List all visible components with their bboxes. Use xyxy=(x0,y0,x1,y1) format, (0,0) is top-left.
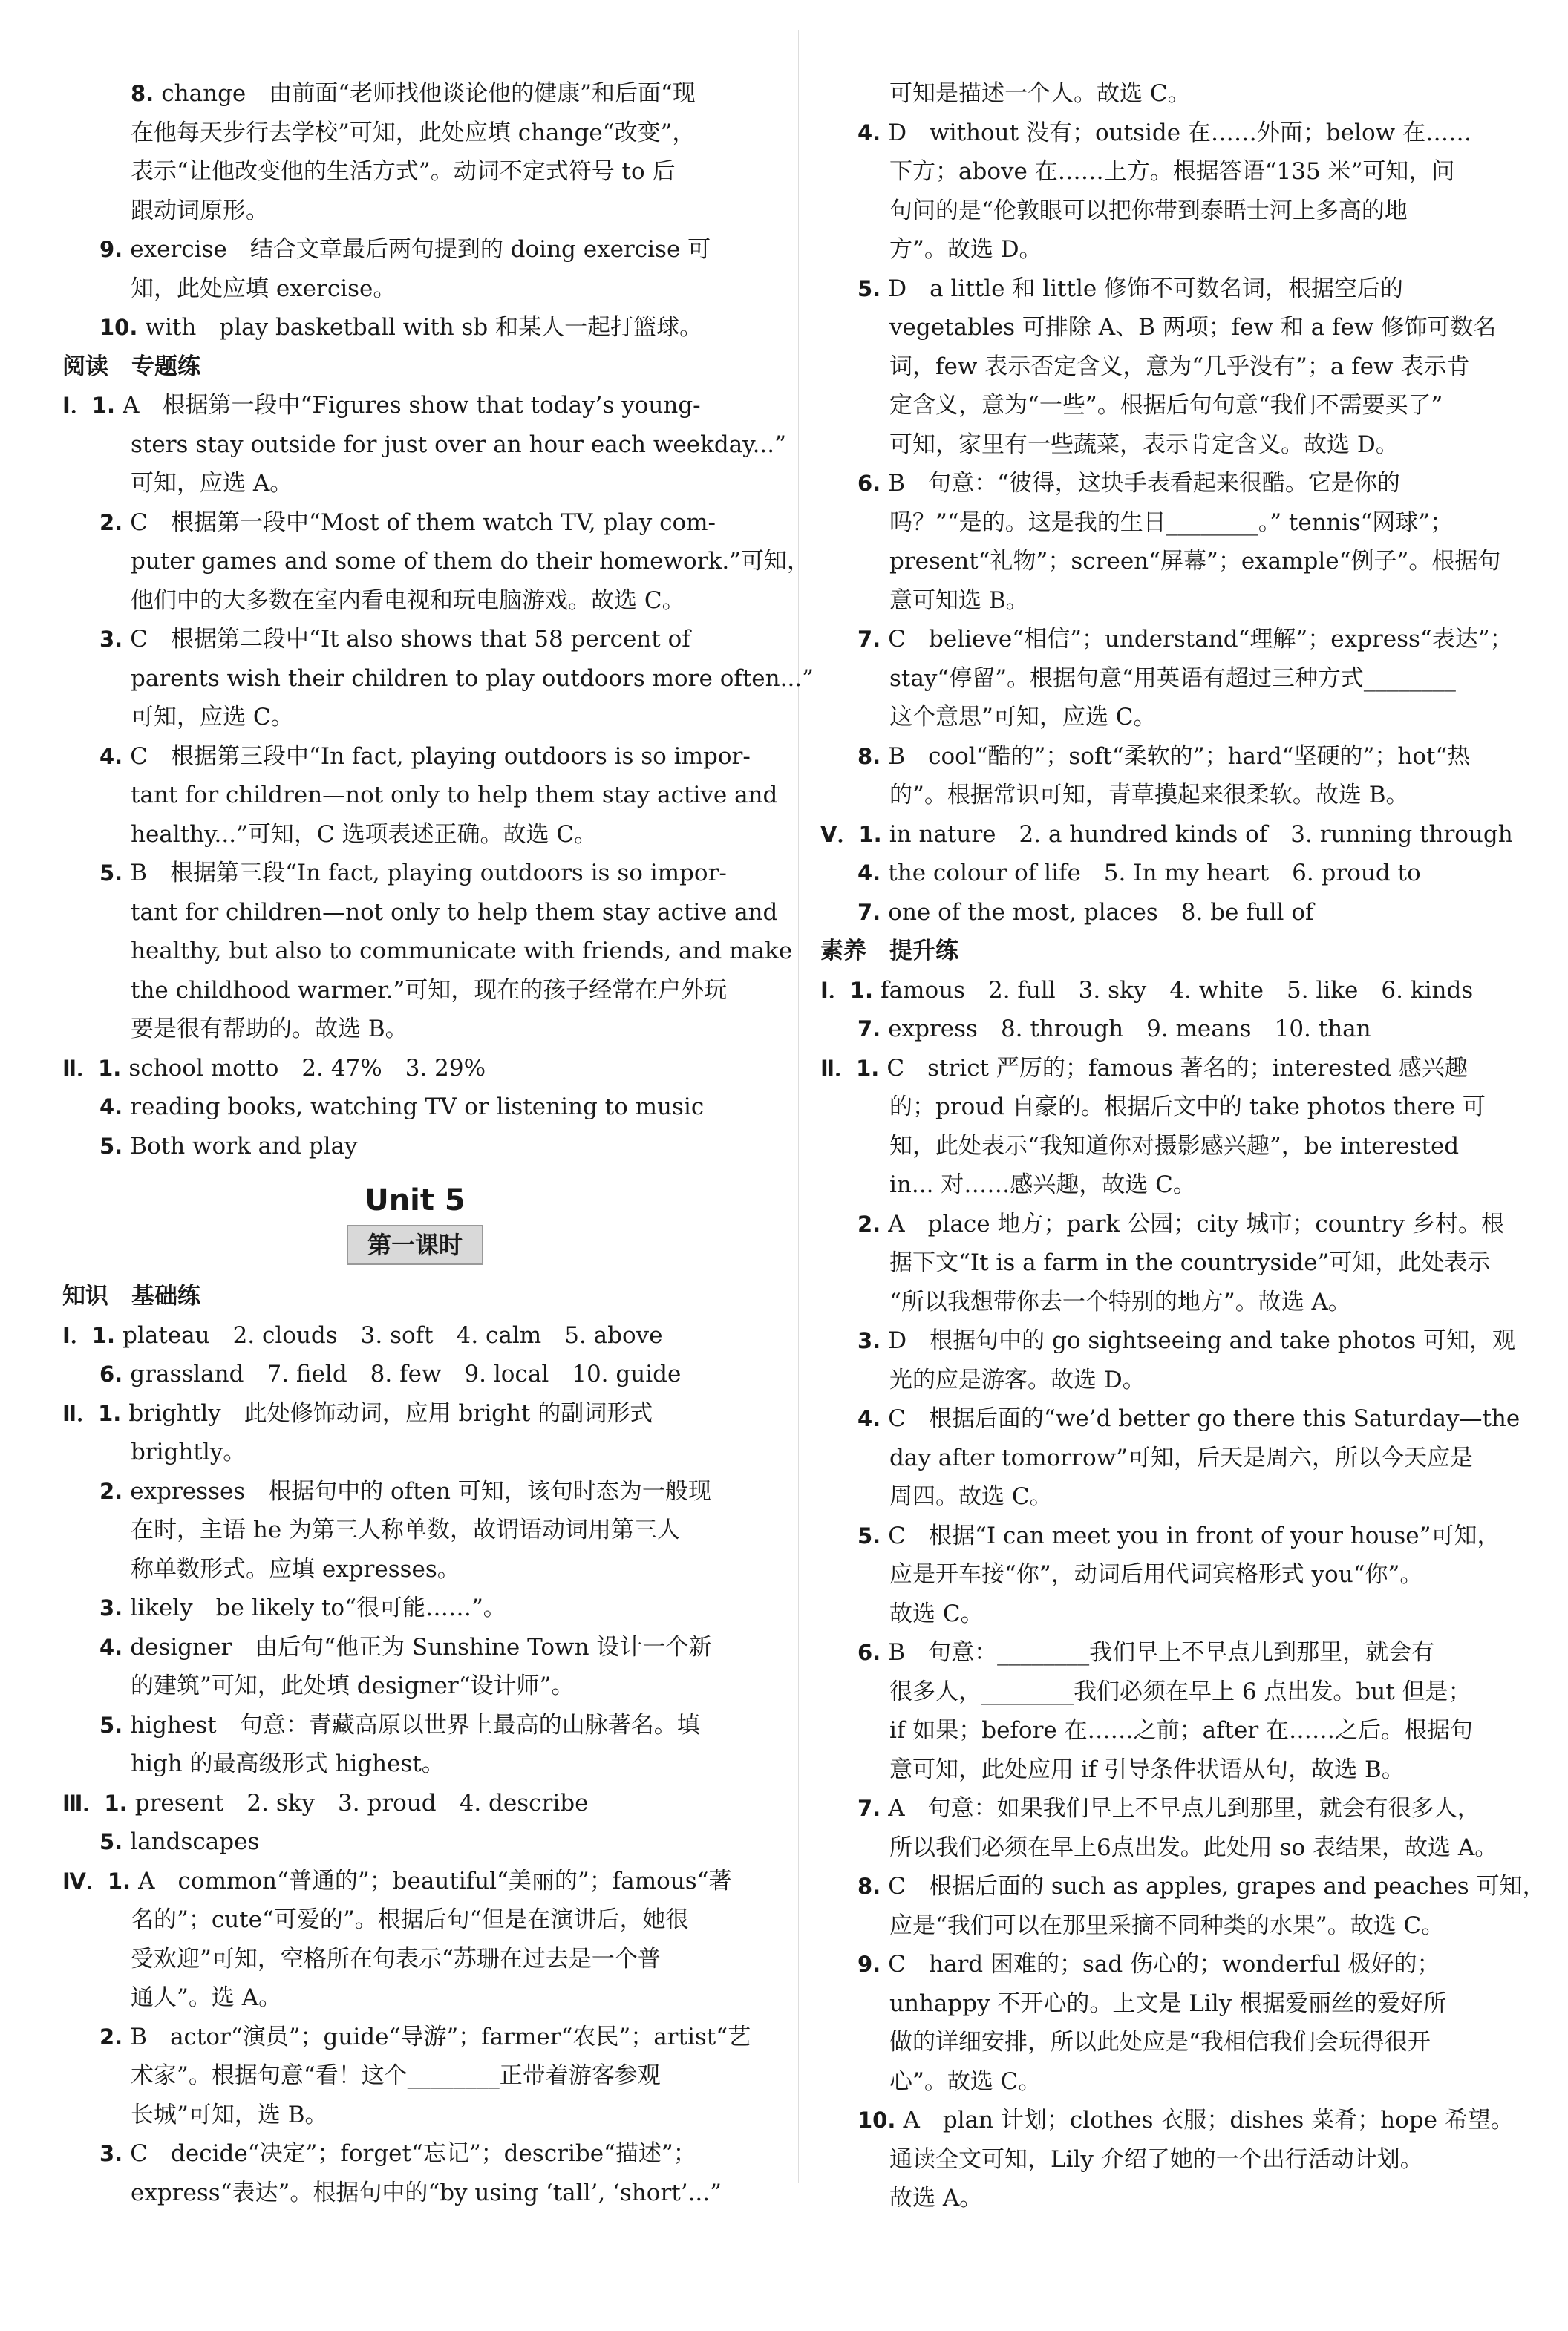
answer-text: landscapes xyxy=(130,1828,260,1855)
answer-text: 可知，家里有一些蔬菜，表示肯定含义。故选 D。 xyxy=(889,431,1399,458)
answer-text: 所以我们必须在早上6点出发。此处用 so 表结果，故选 A。 xyxy=(889,1834,1498,1861)
answer-line xyxy=(820,1867,1546,1906)
item-number: 9. xyxy=(858,1952,889,1977)
answer-line xyxy=(62,581,768,621)
answer-line xyxy=(62,503,768,543)
answer-text: 意可知，此处应用 if 引导条件状语从句，故选 B。 xyxy=(889,1756,1405,1783)
answer-text: 跟动词原形。 xyxy=(131,197,269,224)
right-column xyxy=(820,0,1546,2218)
lesson-title: 第一课时 xyxy=(347,1225,483,1265)
answer-line xyxy=(62,74,768,114)
answer-text: 故选 C。 xyxy=(889,1600,984,1627)
section-heading: 知识 基础练 xyxy=(62,1283,200,1310)
item-number: Ⅴ．1. xyxy=(820,821,889,847)
item-number: 4. xyxy=(99,1634,131,1660)
answer-line xyxy=(820,1439,1518,1478)
answer-text: C 根据“I can meet you in front of your house”可知， xyxy=(888,1522,1500,1549)
answer-line xyxy=(62,1472,768,1511)
item-number: 10. xyxy=(858,2108,904,2133)
answer-text: unhappy 不开心的。上文是 Lily 根据爱丽丝的爱好所 xyxy=(889,1990,1447,2017)
answer-line xyxy=(820,74,1518,114)
answer-line xyxy=(820,1517,1518,1556)
answer-text: tant for children—not only to help them stay active and xyxy=(131,898,778,926)
answer-text: present 2. sky 3. proud 4. describe xyxy=(134,1789,589,1817)
answer-line xyxy=(820,542,1518,581)
answer-text: highest 句意：青藏高原以世界上最高的山脉著名。填 xyxy=(130,1711,700,1739)
answer-text: 应是开车接“你”，动词后用代词宾格形式 you“你”。 xyxy=(889,1561,1423,1588)
answer-text: 下方；above 在……上方。根据答语“135 米”可知，问 xyxy=(889,158,1455,185)
answer-line xyxy=(820,659,1518,699)
item-number: 8. xyxy=(858,743,889,769)
answer-line xyxy=(820,1984,1518,2024)
answer-text: 意可知选 B。 xyxy=(889,586,1029,614)
answer-text: 术家”。根据句意“看！这个________正带着游客参观 xyxy=(131,2062,661,2089)
answer-text: 吗？”“是的。这是我的生日________。” tennis“网球”； xyxy=(889,509,1454,536)
left-column xyxy=(62,0,814,2212)
answer-line xyxy=(62,192,768,231)
answer-text: 应是“我们可以在那里采摘不同种类的水果”。故选 C。 xyxy=(889,1912,1445,1939)
answer-text: B 句意：“彼得，这块手表看起来很酷。它是你的 xyxy=(888,470,1400,497)
answer-text: C 根据第一段中“Most of them watch TV, play com- xyxy=(130,509,716,536)
answer-line xyxy=(820,698,1518,737)
answer-line xyxy=(820,581,1518,621)
answer-text: C 根据第二段中“It also shows that 58 percent of xyxy=(130,626,690,653)
answer-text: likely be likely to“很可能……”。 xyxy=(130,1595,506,1621)
item-number: 5. xyxy=(99,1829,131,1854)
answer-line xyxy=(820,776,1518,815)
answer-text: 长城”可知，选 B。 xyxy=(131,2101,328,2128)
section-heading: 阅读 专题练 xyxy=(62,353,200,380)
item-number: 5. xyxy=(99,860,131,886)
answer-text: D without 没有；outside 在……外面；below 在…… xyxy=(888,119,1472,146)
answer-line xyxy=(62,893,778,932)
answer-line xyxy=(820,114,1518,153)
answer-line xyxy=(820,1711,1518,1750)
answer-text: B cool“酷的”；soft“柔软的”；hard“坚硬的”；hot“热 xyxy=(888,742,1471,770)
item-number: 6. xyxy=(858,471,889,496)
column-divider xyxy=(798,30,799,2183)
answer-line xyxy=(62,1049,768,1088)
answer-line xyxy=(820,1828,1518,1868)
answer-line xyxy=(820,815,1518,854)
answer-text: C strict 严厉的；famous 著名的；interested 感兴趣 xyxy=(886,1054,1468,1082)
answer-text: “所以我想带你去一个特别的地方”。故选 A。 xyxy=(889,1288,1351,1315)
answer-text: A 句意：如果我们早上不早点儿到那里，就会有很多人， xyxy=(888,1795,1480,1822)
answer-line xyxy=(62,464,768,503)
answer-text: Both work and play xyxy=(130,1132,358,1160)
answer-line xyxy=(62,1706,768,1745)
item-number: 5. xyxy=(99,1712,131,1738)
answer-text: reading books, watching TV or listening to music xyxy=(130,1093,705,1120)
answer-line xyxy=(62,776,778,815)
answer-line xyxy=(62,114,768,153)
answer-line xyxy=(820,1399,1518,1439)
answer-line xyxy=(820,230,1518,269)
answer-line xyxy=(820,1361,1518,1400)
answer-line xyxy=(820,1243,1518,1283)
answer-line xyxy=(820,1633,1518,1673)
answer-text: C 根据后面的“we’d better go there this Saturday—the xyxy=(888,1405,1520,1432)
answer-text: D 根据句中的 go sightseeing and take photos 可知，观 xyxy=(888,1327,1516,1354)
answer-line xyxy=(62,971,768,1010)
item-number: Ⅱ．1. xyxy=(62,1055,129,1081)
answer-line xyxy=(820,386,1518,425)
answer-line xyxy=(62,1862,768,1901)
answer-line xyxy=(820,1166,1518,1205)
answer-text: sters stay outside for just over an hour each weekday...” xyxy=(131,431,786,458)
answer-text: 可知，应选 C。 xyxy=(131,704,294,730)
answer-line xyxy=(820,1088,1518,1127)
answer-line xyxy=(62,1822,768,1862)
item-number: 2. xyxy=(99,1478,131,1504)
answer-line xyxy=(62,2174,768,2213)
answer-text: 很多人，________我们必须在早上 6 点出发。but 但是； xyxy=(889,1678,1471,1705)
answer-line xyxy=(820,425,1518,465)
answer-line xyxy=(62,152,768,192)
answer-line xyxy=(62,1900,768,1940)
answer-line xyxy=(820,2062,1518,2102)
answer-text: one of the most, places 8. be full of xyxy=(888,898,1314,926)
item-number: Ⅰ．1. xyxy=(820,977,881,1003)
item-number: 3. xyxy=(99,627,131,652)
answer-text: 据下文“It is a farm in the countryside”可知，此处表示 xyxy=(889,1249,1491,1276)
section-heading: 素养 提升练 xyxy=(820,938,958,964)
item-number: 3. xyxy=(858,1328,889,1353)
answer-text: 定含义，意为“一些”。根据后句句意“我们不需要买了” xyxy=(889,392,1443,419)
item-number: 4. xyxy=(99,1094,131,1119)
answer-text: vegetables 可排除 A、B 两项；few 和 a few 修饰可数名 xyxy=(889,314,1497,341)
item-number: 2. xyxy=(858,1211,889,1237)
answer-text: healthy, but also to communicate with friends, and make xyxy=(131,938,793,964)
answer-text: famous 2. full 3. sky 4. white 5. like 6. kinds xyxy=(881,976,1474,1004)
answer-text: healthy...”可知，C 选项表述正确。故选 C。 xyxy=(131,820,598,848)
answer-line xyxy=(62,1088,768,1127)
answer-text: 名的”；cute“可爱的”。根据后句“但是在演讲后，她很 xyxy=(131,1906,689,1933)
item-number: 3. xyxy=(99,1595,131,1621)
answer-line xyxy=(62,308,768,347)
answer-line xyxy=(820,152,1518,192)
answer-line xyxy=(62,1127,768,1166)
answer-line xyxy=(62,425,786,465)
answer-text: high 的最高级形式 highest。 xyxy=(131,1750,445,1777)
answer-text: 受欢迎”可知，空格所在句表示“苏珊在过去是一个普 xyxy=(131,1945,661,1972)
answer-line xyxy=(820,1595,1518,1634)
item-number: Ⅲ．1. xyxy=(62,1790,135,1816)
answer-text: 心”。故选 C。 xyxy=(889,2067,1042,2095)
answer-text: 称单数形式。应填 expresses。 xyxy=(131,1555,460,1583)
answer-line xyxy=(62,1940,768,1979)
answer-text: in... 对……感兴趣，故选 C。 xyxy=(889,1171,1196,1198)
answer-line xyxy=(62,698,768,737)
item-number: Ⅳ．1. xyxy=(62,1868,139,1894)
answer-text: 知，此处应填 exercise。 xyxy=(131,275,396,302)
answer-text: express 8. through 9. means 10. than xyxy=(888,1016,1371,1042)
answer-text: C 根据第三段中“In fact, playing outdoors is so impor- xyxy=(130,742,751,770)
answer-text: brightly。 xyxy=(131,1439,246,1465)
answer-text: grassland 7. field 8. few 9. local 10. guide xyxy=(130,1361,682,1387)
answer-text: brightly 此处修饰动词，应用 bright 的副词形式 xyxy=(128,1399,653,1427)
answer-line xyxy=(820,1555,1518,1595)
answer-text: B 句意：________我们早上不早点儿到那里，就会有 xyxy=(888,1639,1435,1666)
answer-line xyxy=(62,269,768,309)
answer-line xyxy=(62,230,768,269)
item-number: 5. xyxy=(858,275,889,301)
answer-text: day after tomorrow”可知，后天是周六，所以今天应是 xyxy=(889,1444,1473,1471)
answer-text: 要是很有帮助的。故选 B。 xyxy=(131,1016,408,1042)
answer-line xyxy=(820,737,1518,777)
item-number: Ⅰ．1. xyxy=(62,393,123,418)
answer-line xyxy=(62,1745,768,1784)
answer-line xyxy=(820,269,1518,309)
answer-line xyxy=(62,737,768,777)
answer-line xyxy=(820,620,1518,659)
answer-line xyxy=(62,1316,768,1356)
answer-line xyxy=(820,1945,1518,1984)
answer-line xyxy=(820,2140,1518,2180)
answer-text: A place 地方；park 公园；city 城市；country 乡村。根 xyxy=(888,1210,1504,1238)
answer-text: 通人”。选 A。 xyxy=(131,1984,282,2011)
answer-line xyxy=(62,815,768,854)
item-number: 7. xyxy=(858,1796,889,1821)
answer-text: with play basketball with sb 和某人一起打篮球。 xyxy=(145,314,703,341)
answer-text: express“表达”。根据句中的“by using ‘tall’, ‘short’...” xyxy=(131,2179,722,2206)
answer-line xyxy=(62,932,793,971)
item-number: 2. xyxy=(99,2024,131,2050)
answer-line xyxy=(820,1673,1518,1712)
item-number: 3. xyxy=(99,2141,131,2166)
answer-text: C decide“决定”；forget“忘记”；describe“描述”； xyxy=(130,2140,696,2167)
unit-title: Unit 5 xyxy=(365,1183,466,1217)
answer-line xyxy=(62,1355,768,1394)
answer-text: 词，few 表示否定含义，意为“几乎没有”；a few 表示肯 xyxy=(889,353,1470,380)
item-number: 9. xyxy=(99,237,131,262)
answer-text: in nature 2. a hundred kinds of 3. running through xyxy=(889,820,1513,848)
answer-text: C 根据后面的 such as apples, grapes and peaches 可知， xyxy=(888,1873,1546,1900)
answer-line xyxy=(820,1010,1518,1049)
answer-line xyxy=(820,1750,1518,1790)
answer-text: 光的应是游客。故选 D。 xyxy=(889,1366,1146,1393)
answer-line xyxy=(62,659,814,699)
item-number: 4. xyxy=(858,1406,889,1431)
answer-line xyxy=(820,464,1518,503)
answer-text: 做的详细安排，所以此处应是“我相信我们会玩得很开 xyxy=(889,2029,1431,2056)
answer-line xyxy=(62,1511,768,1550)
answer-line xyxy=(62,620,768,659)
answer-text: the childhood warmer.”可知，现在的孩子经常在户外玩 xyxy=(131,976,728,1004)
item-number: Ⅰ．1. xyxy=(62,1322,123,1348)
item-number: 7. xyxy=(858,899,889,925)
answer-text: change 由前面“老师找他谈论他的健康”和后面“现 xyxy=(161,80,696,107)
answer-text: A common“普通的”；beautiful“美丽的”；famous“著 xyxy=(138,1867,732,1894)
answer-text: 故选 A。 xyxy=(889,2185,983,2211)
answer-text: expresses 根据句中的 often 可知，该句时态为一般现 xyxy=(130,1477,711,1505)
answer-line xyxy=(62,1589,768,1628)
answer-text: 可知是描述一个人。故选 C。 xyxy=(889,80,1191,107)
answer-text: D a little 和 little 修饰不可数名词，根据空后的 xyxy=(888,275,1404,302)
answer-line xyxy=(62,1550,768,1589)
answer-text: 知，此处表示“我知道你对摄影感兴趣”，be interested xyxy=(889,1132,1460,1160)
answer-text: stay“停留”。根据句意“用英语有超过三种方式________ xyxy=(889,664,1456,692)
answer-text: 通读全文可知，Lily 介绍了她的一个出行活动计划。 xyxy=(889,2145,1423,2173)
answer-line xyxy=(62,1394,768,1433)
answer-line xyxy=(820,1477,1518,1517)
answer-line xyxy=(820,1283,1518,1322)
answer-text: 的建筑”可知，此处填 designer“设计师”。 xyxy=(131,1673,575,1699)
item-number: 10. xyxy=(99,315,146,340)
item-number: 6. xyxy=(99,1361,131,1387)
answer-line xyxy=(820,1789,1518,1828)
answer-text: B 根据第三段“In fact, playing outdoors is so impor- xyxy=(130,860,727,886)
answer-line xyxy=(820,1321,1518,1361)
item-number: 4. xyxy=(99,743,131,769)
answer-line xyxy=(820,1205,1518,1244)
answer-text: designer 由后句“他正为 Sunshine Town 设计一个新 xyxy=(130,1633,712,1661)
item-number: 4. xyxy=(858,120,889,146)
answer-line xyxy=(62,2096,768,2135)
answer-line xyxy=(62,1784,768,1823)
answer-text: 可知，应选 A。 xyxy=(131,470,293,497)
answer-line xyxy=(820,308,1518,347)
answer-text: 方”。故选 D。 xyxy=(889,236,1042,263)
answer-line xyxy=(820,893,1518,932)
answer-text: A plan 计划；clothes 衣服；dishes 菜肴；hope 希望。 xyxy=(903,2107,1514,2134)
answer-line xyxy=(820,2101,1518,2140)
answer-text: if 如果；before 在……之前；after 在……之后。根据句 xyxy=(889,1717,1474,1744)
answer-text: present“礼物”；screen“屏幕”；example“例子”。根据句 xyxy=(889,548,1501,575)
answer-text: 表示“让他改变他的生活方式”。动词不定式符号 to 后 xyxy=(131,158,676,185)
answer-text: the colour of life 5. In my heart 6. proud to xyxy=(888,860,1421,886)
answer-text: 的”。根据常识可知，青草摸起来很柔软。故选 B。 xyxy=(889,782,1409,808)
item-number: 8. xyxy=(858,1874,889,1899)
answer-line xyxy=(62,542,811,581)
answer-line xyxy=(62,2056,768,2096)
answer-line xyxy=(820,1049,1518,1088)
answer-line xyxy=(62,386,768,425)
item-number: 6. xyxy=(858,1640,889,1665)
answer-text: plateau 2. clouds 3. soft 4. calm 5. above xyxy=(122,1321,663,1349)
answer-text: A 根据第一段中“Figures show that today’s young- xyxy=(122,392,701,419)
answer-text: 在时，主语 he 为第三人称单数，故谓语动词用第三人 xyxy=(131,1517,681,1543)
answer-line xyxy=(62,1978,768,2018)
answer-line xyxy=(820,1127,1518,1166)
answer-text: C hard 困难的；sad 伤心的；wonderful 极好的； xyxy=(888,1951,1440,1978)
item-number: 2. xyxy=(99,509,131,535)
answer-line xyxy=(820,854,1518,893)
lesson-banner xyxy=(62,1225,768,1277)
answer-text: tant for children—not only to help them stay active and xyxy=(131,782,778,808)
item-number: Ⅱ．1. xyxy=(62,1400,129,1426)
answer-text: 周四。故选 C。 xyxy=(889,1483,1053,1510)
answer-line xyxy=(820,971,1518,1010)
answer-text: 这个意思”可知，应选 C。 xyxy=(889,704,1157,730)
answer-text: exercise 结合文章最后两句提到的 doing exercise 可 xyxy=(130,236,711,263)
answer-line xyxy=(820,1906,1518,1946)
item-number: Ⅱ．1. xyxy=(820,1055,887,1081)
answer-line xyxy=(62,2018,768,2057)
answer-text: puter games and some of them do their homework.”可知， xyxy=(131,548,811,575)
item-number: 4. xyxy=(858,860,889,886)
answer-text: B actor“演员”；guide“导游”；farmer“农民”；artist“艺 xyxy=(130,2023,751,2050)
item-number: 5. xyxy=(99,1133,131,1159)
item-number: 5. xyxy=(858,1523,889,1549)
item-number: 8. xyxy=(131,81,162,106)
answer-line xyxy=(820,347,1518,387)
answer-line xyxy=(62,1433,768,1472)
answer-line xyxy=(820,2179,1518,2218)
answer-line xyxy=(62,2134,768,2174)
answer-line xyxy=(820,192,1518,231)
answer-text: 句问的是“伦敦眼可以把你带到泰晤士河上多高的地 xyxy=(889,197,1408,224)
answer-line xyxy=(62,1628,768,1667)
answer-line xyxy=(820,2023,1518,2062)
answer-text: 在他每天步行去学校”可知，此处应填 change“改变”， xyxy=(131,119,696,146)
answer-line xyxy=(62,854,768,893)
answer-line xyxy=(62,1667,768,1706)
answer-text: school motto 2. 47% 3. 29% xyxy=(128,1054,486,1082)
answer-text: 的；proud 自豪的。根据后文中的 take photos there 可 xyxy=(889,1093,1486,1120)
answer-text: 他们中的大多数在室内看电视和玩电脑游戏。故选 C。 xyxy=(131,586,685,614)
answer-line xyxy=(820,503,1518,543)
item-number: 7. xyxy=(858,627,889,652)
answer-text: C believe“相信”；understand“理解”；express“表达”； xyxy=(888,626,1513,653)
answer-text: parents wish their children to play outdoors more often...” xyxy=(131,664,814,692)
answer-line xyxy=(62,1010,768,1049)
item-number: 7. xyxy=(858,1016,889,1042)
